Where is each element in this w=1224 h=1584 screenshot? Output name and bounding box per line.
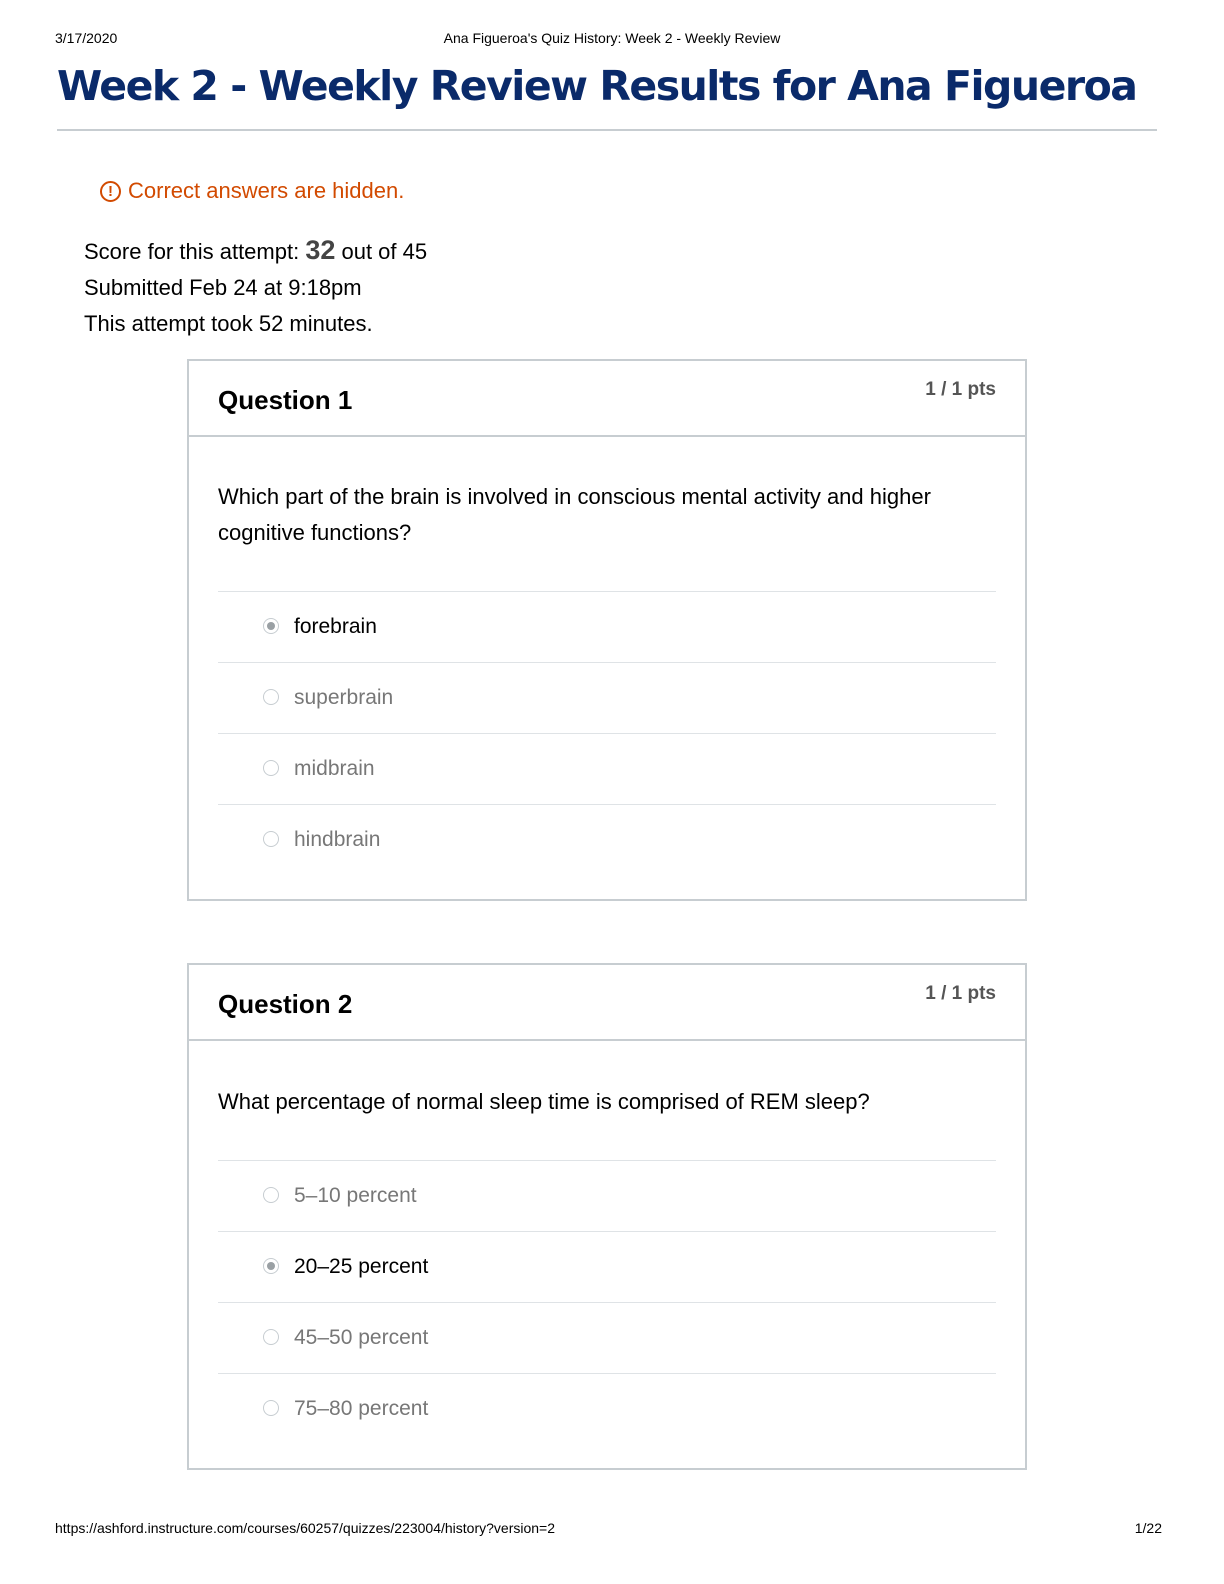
radio-icon[interactable] — [263, 689, 279, 705]
answer-label: 45–50 percent — [294, 1326, 429, 1349]
page-url: https://ashford.instructure.com/courses/60257/quizzes/223004/history?version=2 — [55, 1520, 556, 1536]
answer-label: 5–10 percent — [294, 1184, 417, 1207]
radio-icon[interactable] — [263, 760, 279, 776]
notice-text: Correct answers are hidden. — [128, 178, 405, 203]
question-points: 1 / 1 pts — [925, 983, 996, 1004]
answer-option[interactable] — [218, 1303, 996, 1374]
attempt-duration: This attempt took 52 minutes. — [84, 311, 373, 336]
title-divider — [57, 129, 1157, 131]
score-label: Score for this attempt: — [84, 239, 306, 264]
answer-label: hindbrain — [294, 828, 381, 851]
answer-option[interactable] — [218, 592, 996, 663]
page-title: Week 2 - Weekly Review Results for Ana Figueroa — [57, 62, 1137, 110]
score-value: 32 — [305, 235, 336, 265]
question-text: Which part of the brain is involved in conscious mental activity and higher cognitive functions? — [218, 484, 931, 545]
score-total: out of 45 — [335, 239, 428, 264]
radio-icon[interactable] — [263, 1187, 279, 1203]
answer-label: 20–25 percent — [294, 1255, 429, 1278]
submitted-time: Submitted Feb 24 at 9:18pm — [84, 275, 362, 300]
question-title: Question 1 — [218, 385, 353, 415]
question-card-1 — [187, 359, 1027, 901]
question-header — [189, 965, 1025, 1041]
score-line — [84, 232, 427, 270]
radio-icon[interactable] — [263, 1400, 279, 1416]
answer-option[interactable] — [218, 1374, 996, 1444]
answers-hidden-notice — [100, 178, 404, 204]
question-card-2 — [187, 963, 1027, 1470]
warning-icon: ! — [100, 181, 121, 202]
radio-selected-icon[interactable] — [263, 1258, 279, 1274]
answer-option[interactable] — [218, 1161, 996, 1232]
answer-label: forebrain — [294, 615, 377, 638]
print-document-title: Ana Figueroa's Quiz History: Week 2 - Weekly Review — [443, 30, 781, 46]
answer-option[interactable] — [218, 1232, 996, 1303]
radio-icon[interactable] — [263, 831, 279, 847]
answer-label: superbrain — [294, 686, 394, 709]
answer-option[interactable] — [218, 663, 996, 734]
radio-icon[interactable] — [263, 1329, 279, 1345]
answer-list — [218, 591, 996, 875]
print-date: 3/17/2020 — [55, 30, 118, 46]
question-points: 1 / 1 pts — [925, 379, 996, 400]
answer-option[interactable] — [218, 734, 996, 805]
page-number: 1/22 — [1134, 1520, 1162, 1536]
question-title: Question 2 — [218, 989, 353, 1019]
question-text: What percentage of normal sleep time is comprised of REM sleep? — [218, 1089, 870, 1114]
answer-option[interactable] — [218, 805, 996, 875]
answer-list — [218, 1160, 996, 1444]
answer-label: 75–80 percent — [294, 1397, 429, 1420]
question-header — [189, 361, 1025, 437]
answer-label: midbrain — [294, 757, 375, 780]
print-header — [55, 30, 1169, 48]
attempt-summary — [84, 232, 427, 342]
radio-selected-icon[interactable] — [263, 618, 279, 634]
